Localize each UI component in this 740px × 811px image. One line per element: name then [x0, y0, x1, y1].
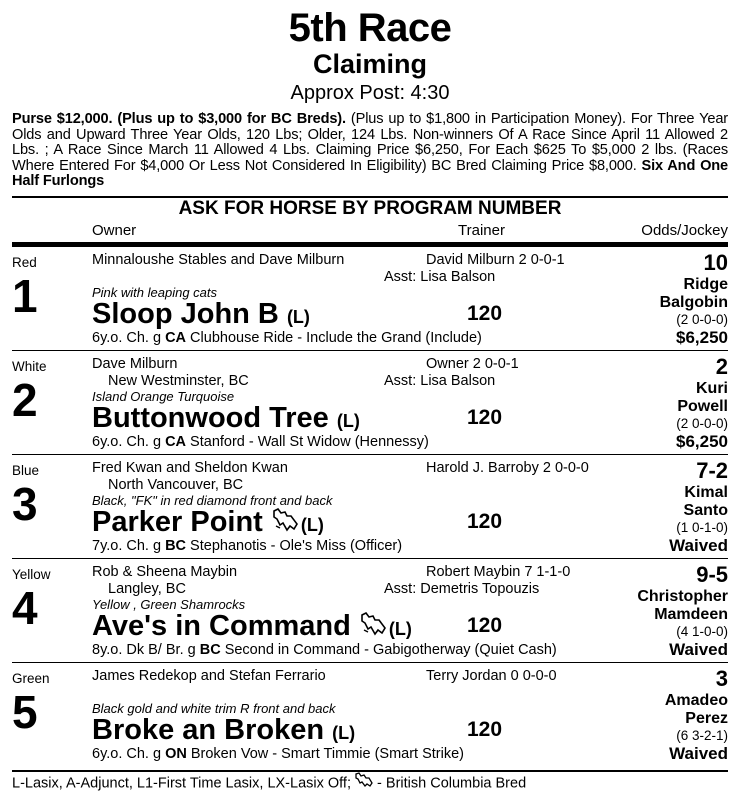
- breeding: [92, 642, 557, 659]
- trainer: Terry Jordan 0 0-0-0: [426, 667, 557, 684]
- breeding: [92, 330, 482, 347]
- breeding: [92, 746, 464, 763]
- owner-location: New Westminster, BC: [108, 372, 249, 389]
- jockey-last-name: Perez: [685, 709, 728, 727]
- breeding-age-sex: 6y.o. Ch. g: [92, 745, 166, 762]
- claiming-price: $6,250: [676, 431, 728, 451]
- horse-name-line: [92, 713, 355, 750]
- jockey-last-name: Mamdeen: [654, 605, 728, 623]
- saddle-color: White: [12, 358, 47, 374]
- post-time: Approx Post: 4:30: [290, 82, 450, 104]
- breeding-pedigree: Broken Vow - Smart Timmie (Smart Strike): [186, 745, 464, 762]
- jockey: [665, 692, 728, 728]
- breeding-age-sex: 7y.o. Ch. g: [92, 537, 166, 554]
- horse-name-line: [92, 297, 310, 334]
- legend-bc-text: - British Columbia Bred: [373, 775, 527, 792]
- entry-row: [12, 559, 728, 663]
- jockey-first-name: Ridge: [683, 275, 728, 293]
- claiming-price: Waived: [669, 743, 728, 763]
- legend-text: L-Lasix, A-Adjunct, L1-First Time Lasix, LX-Lasix Off;: [12, 775, 356, 792]
- saddle-color: Green: [12, 670, 50, 686]
- morning-line-odds: 9-5: [696, 561, 728, 587]
- jockey-last-name: Santo: [683, 501, 728, 519]
- breeding-age-sex: 8y.o. Dk B/ Br. g: [92, 641, 200, 658]
- breeding-age-sex: 6y.o. Ch. g: [92, 433, 166, 450]
- claiming-price: $6,250: [676, 327, 728, 347]
- breeding-origin: BC: [165, 537, 187, 554]
- saddle-color: Blue: [12, 462, 40, 478]
- jockey-record: (6 3-2-1): [676, 727, 728, 743]
- entries-list: [0, 247, 740, 766]
- jockey-first-name: Kuri: [696, 379, 728, 397]
- breeding: [92, 434, 429, 451]
- trainer: Owner 2 0-0-1: [426, 355, 519, 372]
- owner-location: Langley, BC: [108, 580, 186, 597]
- british-columbia-bred-icon: [273, 506, 299, 540]
- saddle-color: Yellow: [12, 566, 51, 582]
- horse-name: Buttonwood Tree: [92, 401, 329, 434]
- morning-line-odds: 10: [703, 249, 728, 275]
- medication: (L): [388, 618, 412, 639]
- owner: Rob & Sheena Maybin: [92, 563, 238, 580]
- owner: James Redekop and Stefan Ferrario: [92, 667, 326, 684]
- jockey-last-name: Powell: [677, 397, 728, 415]
- assistant-trainer: Asst: Demetris Topouzis: [384, 580, 540, 597]
- jockey-record: (1 0-1-0): [676, 519, 728, 535]
- horse-name: Parker Point: [92, 505, 263, 538]
- medication: (L): [300, 514, 324, 535]
- medication: (L): [332, 722, 356, 743]
- medication: (L): [336, 410, 360, 431]
- conditions-text: (Plus up to $1,800 in Participation Money). For Three Year Olds and Upward Three Year Olds, 120 Lbs; Older, 124 Lbs. Non-winners Of A Race Since April 11 Allowed 2 Lbs. ; A Race Since March 11 Allowed 4 Lbs. Claiming Price $6,250, For Each $625 To $5,000 2 lbs. (Races Where Entered For $4,000 Or Less Not Considered In Eligibility) BC Bred Claiming Price $8,000.: [12, 111, 728, 174]
- owner: Minnaloushe Stables and Dave Milburn: [92, 251, 345, 268]
- silks: Pink with leaping cats: [92, 284, 218, 300]
- program-number: 3: [12, 477, 38, 530]
- breeding-pedigree: Stanford - Wall St Widow (Hennessy): [186, 433, 429, 450]
- silks: Island Orange Turquoise: [92, 388, 235, 404]
- race-conditions: [12, 112, 728, 190]
- trainer: David Milburn 2 0-0-1: [426, 251, 565, 268]
- program-number: 4: [12, 581, 38, 634]
- owner: Dave Milburn: [92, 355, 178, 372]
- odds-jockey-column-header: Odds/Jockey: [641, 221, 728, 239]
- breeding-origin: ON: [165, 745, 187, 762]
- jockey-record: (2 0-0-0): [676, 311, 728, 327]
- trainer: Robert Maybin 7 1-1-0: [426, 563, 571, 580]
- jockey-first-name: Kimal: [684, 483, 728, 501]
- owner-location: North Vancouver, BC: [108, 476, 244, 493]
- horse-name: Sloop John B: [92, 297, 279, 330]
- entry-row: [12, 455, 728, 559]
- ask-banner: ASK FOR HORSE BY PROGRAM NUMBER: [12, 196, 728, 220]
- race-title: 5th Race: [288, 6, 452, 50]
- claiming-price: Waived: [669, 535, 728, 555]
- column-headers: [12, 220, 728, 242]
- british-columbia-bred-icon: [361, 610, 387, 644]
- weight: 120: [467, 301, 503, 325]
- breeding-pedigree: Clubhouse Ride - Include the Grand (Include): [186, 329, 482, 346]
- horse-name-line: [92, 401, 360, 438]
- breeding-origin: CA: [165, 329, 187, 346]
- jockey: [637, 588, 728, 624]
- weight: 120: [467, 613, 503, 637]
- owner: Fred Kwan and Sheldon Kwan: [92, 459, 288, 476]
- assistant-trainer: Asst: Lisa Balson: [384, 268, 496, 285]
- silks: Black, "FK" in red diamond front and back: [92, 492, 333, 508]
- breeding-origin: BC: [199, 641, 221, 658]
- entry-row: [12, 247, 728, 351]
- assistant-trainer: Asst: Lisa Balson: [384, 372, 496, 389]
- british-columbia-map-icon: [355, 772, 373, 795]
- claiming-price: Waived: [669, 639, 728, 659]
- jockey: [677, 380, 728, 416]
- morning-line-odds: 3: [715, 665, 728, 691]
- horse-name: Ave's in Command: [92, 609, 351, 642]
- owner-column-header: Owner: [92, 221, 137, 239]
- morning-line-odds: 2: [715, 353, 728, 379]
- horse-name: Broke an Broken: [92, 713, 325, 746]
- entry-row: [12, 351, 728, 455]
- entry-row: [12, 663, 728, 766]
- race-program-page: [0, 6, 740, 811]
- breeding-pedigree: Second in Command - Gabigotherway (Quiet Cash): [220, 641, 557, 658]
- horse-name-line: [92, 609, 412, 646]
- race-header: [0, 6, 740, 106]
- silks: Yellow , Green Shamrocks: [92, 596, 246, 612]
- jockey: [684, 484, 728, 520]
- jockey-first-name: Amadeo: [664, 691, 728, 709]
- breeding-age-sex: 6y.o. Ch. g: [92, 329, 166, 346]
- horse-name-line: [92, 505, 324, 542]
- trainer-column-header: Trainer: [458, 221, 505, 239]
- breeding: [92, 538, 402, 555]
- medication: (L): [286, 306, 310, 327]
- weight: 120: [467, 405, 503, 429]
- weight: 120: [467, 509, 503, 533]
- weight: 120: [467, 717, 503, 741]
- race-type: Claiming: [312, 49, 427, 79]
- trainer: Harold J. Barroby 2 0-0-0: [426, 459, 589, 476]
- jockey-record: (2 0-0-0): [676, 415, 728, 431]
- jockey-record: (4 1-0-0): [676, 623, 728, 639]
- distance-text: Six And One Half Furlongs: [12, 157, 728, 190]
- breeding-pedigree: Stephanotis - Ole's Miss (Officer): [186, 537, 403, 554]
- jockey-last-name: Balgobin: [659, 293, 728, 311]
- program-number: 2: [12, 373, 38, 426]
- program-number: 1: [12, 269, 38, 322]
- jockey-first-name: Christopher: [637, 587, 728, 605]
- jockey: [660, 276, 728, 312]
- saddle-color: Red: [12, 254, 37, 270]
- morning-line-odds: 7-2: [696, 457, 728, 483]
- breeding-origin: CA: [165, 433, 187, 450]
- legend-footer: [12, 770, 728, 795]
- program-number: 5: [12, 685, 38, 738]
- silks: Black gold and white trim R front and back: [92, 700, 336, 716]
- purse-text: Purse $12,000. (Plus up to $3,000 for BC Breds).: [12, 111, 346, 127]
